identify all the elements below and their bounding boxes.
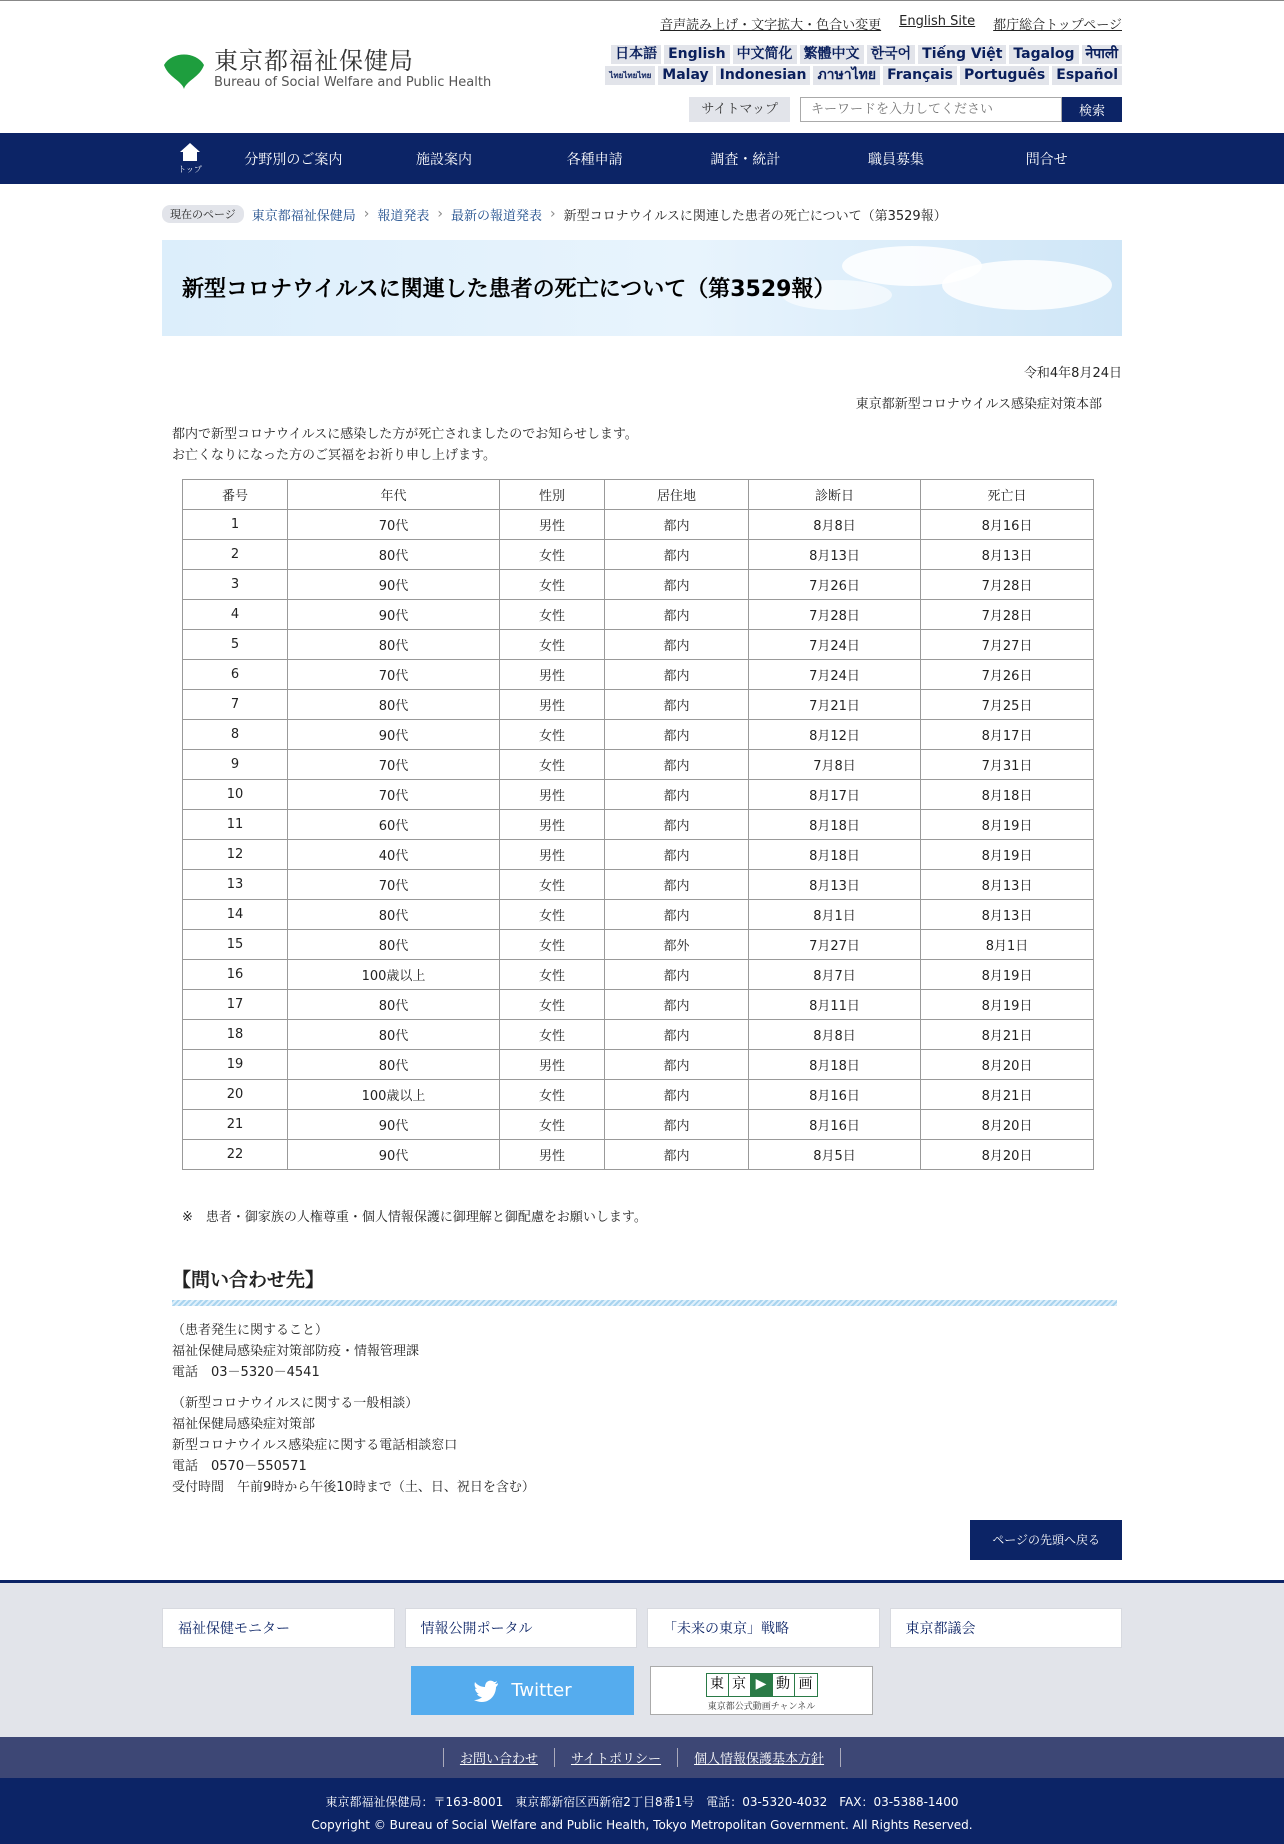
cell-death-date: 8月19日: [921, 840, 1094, 870]
utility-links: [660, 14, 1122, 33]
cell-diagnosis-date: 7月8日: [749, 750, 921, 780]
table-row: [183, 1050, 1094, 1080]
cell-residence: 都内: [605, 900, 749, 930]
page-top-button[interactable]: ページの先頭へ戻る: [970, 1520, 1122, 1560]
deaths-table: [182, 479, 1094, 1170]
cell-age: 60代: [288, 810, 500, 840]
cell-diagnosis-date: 8月16日: [749, 1080, 921, 1110]
cell-diagnosis-date: 8月11日: [749, 990, 921, 1020]
table-row: [183, 960, 1094, 990]
cell-death-date: 8月16日: [921, 510, 1094, 540]
table-row: [183, 630, 1094, 660]
cell-diagnosis-date: 8月1日: [749, 900, 921, 930]
main-content: [162, 362, 1122, 1547]
col-age: 年代: [288, 480, 500, 510]
tokyo-video-logo: [706, 1673, 818, 1697]
cell-residence: 都内: [605, 630, 749, 660]
language-switcher: [609, 45, 1122, 87]
cell-age: 90代: [288, 1110, 500, 1140]
table-row: [183, 930, 1094, 960]
banner-assembly[interactable]: 東京都議会: [890, 1608, 1123, 1648]
contact-heading: 【問い合わせ先】: [172, 1269, 325, 1291]
contact-line: 福祉保健局感染症対策部防疫・情報管理課: [172, 1344, 420, 1359]
sitemap-button[interactable]: サイトマップ: [689, 97, 790, 122]
footer-link-inquiry[interactable]: お問い合わせ: [443, 1748, 554, 1767]
table-row: [183, 1020, 1094, 1050]
cell-sex: 女性: [500, 750, 605, 780]
cell-residence: 都内: [605, 810, 749, 840]
table-row: [183, 600, 1094, 630]
cell-number: 13: [183, 870, 288, 900]
metro-top-link[interactable]: 都庁総合トップページ: [993, 18, 1122, 33]
cell-number: 3: [183, 570, 288, 600]
contact-info: [162, 1320, 1122, 1498]
cell-death-date: 8月19日: [921, 810, 1094, 840]
table-row: [183, 660, 1094, 690]
breadcrumb-current: 新型コロナウイルスに関連した患者の死亡について（第3529報）: [563, 208, 947, 224]
lang-en[interactable]: English: [664, 45, 729, 64]
cell-death-date: 8月18日: [921, 780, 1094, 810]
search-input[interactable]: [800, 97, 1062, 122]
twitter-button[interactable]: [411, 1666, 634, 1715]
release-date: 令和4年8月24日: [1023, 366, 1122, 381]
tv-logo-char: 動: [773, 1674, 795, 1696]
lang-zh-cn[interactable]: 中文简化: [733, 45, 797, 64]
cell-age: 100歳以上: [288, 960, 500, 990]
cloud-decoration: [942, 260, 1112, 310]
cell-number: 18: [183, 1020, 288, 1050]
col-sex: 性別: [500, 480, 605, 510]
cell-death-date: 8月13日: [921, 540, 1094, 570]
table-row: [183, 990, 1094, 1020]
cell-sex: 男性: [500, 690, 605, 720]
table-row: [183, 810, 1094, 840]
contact-line: 電話 03－5320－4541: [172, 1365, 320, 1380]
search-area: [689, 97, 1122, 122]
cell-death-date: 8月13日: [921, 870, 1094, 900]
cell-number: 16: [183, 960, 288, 990]
nav-item-statistics[interactable]: 調査・統計: [710, 151, 781, 168]
contact-line: 福祉保健局感染症対策部: [172, 1417, 316, 1432]
cell-residence: 都内: [605, 960, 749, 990]
cell-residence: 都内: [605, 780, 749, 810]
cell-age: 80代: [288, 630, 500, 660]
table-row: [183, 780, 1094, 810]
cell-death-date: 8月17日: [921, 720, 1094, 750]
cell-age: 70代: [288, 660, 500, 690]
cell-residence: 都内: [605, 870, 749, 900]
tokyo-video-subtitle: 東京都公式動画チャンネル: [707, 1702, 816, 1712]
cell-diagnosis-date: 8月7日: [749, 960, 921, 990]
cell-number: 20: [183, 1080, 288, 1110]
cell-residence: 都外: [605, 930, 749, 960]
cell-death-date: 8月13日: [921, 900, 1094, 930]
chevron-right-icon: ›: [550, 206, 556, 222]
cell-number: 15: [183, 930, 288, 960]
cell-age: 80代: [288, 1050, 500, 1080]
cell-death-date: 8月19日: [921, 990, 1094, 1020]
twitter-bird-icon: [473, 1680, 499, 1702]
breadcrumb: [162, 184, 1122, 230]
tv-logo-char: 画: [798, 1676, 813, 1692]
banner-welfare-monitor[interactable]: 福祉保健モニター: [162, 1608, 395, 1648]
tv-logo-char: 東: [707, 1674, 729, 1696]
cell-diagnosis-date: 8月8日: [749, 510, 921, 540]
table-row: [183, 690, 1094, 720]
cell-sex: 男性: [500, 1140, 605, 1170]
cell-residence: 都内: [605, 1140, 749, 1170]
cell-number: 14: [183, 900, 288, 930]
table-row: [183, 1110, 1094, 1140]
cell-residence: 都内: [605, 1020, 749, 1050]
table-row: [183, 750, 1094, 780]
table-row: [183, 570, 1094, 600]
table-row: [183, 720, 1094, 750]
site-header: [0, 1, 1284, 133]
cell-residence: 都内: [605, 660, 749, 690]
cell-diagnosis-date: 8月18日: [749, 810, 921, 840]
cell-age: 80代: [288, 900, 500, 930]
lang-ne[interactable]: नेपाली: [1082, 45, 1122, 64]
cell-residence: 都内: [605, 1110, 749, 1140]
cell-death-date: 7月28日: [921, 570, 1094, 600]
lang-unknown[interactable]: ไทยไทยไทย: [605, 66, 655, 85]
nav-item-facilities[interactable]: 施設案内: [416, 151, 472, 168]
cell-number: 19: [183, 1050, 288, 1080]
contact-line: 受付時間 午前9時から午後10時まで（土、日、祝日を含む）: [172, 1480, 535, 1495]
cell-age: 70代: [288, 750, 500, 780]
cell-death-date: 8月20日: [921, 1140, 1094, 1170]
cell-sex: 男性: [500, 510, 605, 540]
cell-number: 12: [183, 840, 288, 870]
lang-tl[interactable]: Tagalog: [1009, 45, 1078, 64]
cell-diagnosis-date: 8月13日: [749, 540, 921, 570]
cell-death-date: 7月25日: [921, 690, 1094, 720]
breadcrumb-link-press[interactable]: 報道発表: [377, 208, 430, 224]
cell-death-date: 8月20日: [921, 1050, 1094, 1080]
table-row: [183, 540, 1094, 570]
cell-number: 8: [183, 720, 288, 750]
cell-number: 7: [183, 690, 288, 720]
cell-diagnosis-date: 8月8日: [749, 1020, 921, 1050]
org-name: 東京都福祉保健局: [214, 47, 414, 75]
cell-age: 80代: [288, 930, 500, 960]
cell-number: 22: [183, 1140, 288, 1170]
cell-residence: 都内: [605, 1050, 749, 1080]
english-site-link[interactable]: English Site: [899, 14, 976, 29]
cell-sex: 女性: [500, 630, 605, 660]
intro-line: 都内で新型コロナウイルスに感染した方が死亡されましたのでお知らせします。: [172, 427, 638, 442]
nav-item-recruitment[interactable]: 職員募集: [868, 151, 925, 168]
cell-age: 100歳以上: [288, 1080, 500, 1110]
contact-line: （新型コロナウイルスに関する一般相談）: [172, 1396, 419, 1411]
cell-sex: 男性: [500, 1050, 605, 1080]
cell-number: 10: [183, 780, 288, 810]
cell-diagnosis-date: 7月28日: [749, 600, 921, 630]
cell-diagnosis-date: 8月17日: [749, 780, 921, 810]
cell-residence: 都内: [605, 840, 749, 870]
lang-th[interactable]: ภาษาไทย: [813, 66, 880, 85]
nav-item-contact[interactable]: 問合せ: [1025, 151, 1068, 168]
accessibility-link[interactable]: 音声読み上げ・文字拡大・色合い変更: [660, 18, 882, 33]
cell-death-date: 7月26日: [921, 660, 1094, 690]
lang-zh-tw[interactable]: 繁體中文: [800, 45, 864, 64]
table-row: [183, 840, 1094, 870]
breadcrumb-link-latest[interactable]: 最新の報道発表: [451, 208, 543, 224]
footer-address: 東京都福祉保健局：〒163-8001 東京都新宿区西新宿2丁目8番1号 電話：03-5320-4032 FAX：03-5388-1400: [325, 1795, 959, 1809]
cell-residence: 都内: [605, 720, 749, 750]
cell-death-date: 8月19日: [921, 960, 1094, 990]
footer-links: [0, 1737, 1284, 1778]
global-nav: [0, 133, 1284, 184]
cell-sex: 男性: [500, 840, 605, 870]
footer-bottom: [0, 1778, 1284, 1844]
cell-age: 80代: [288, 990, 500, 1020]
cell-sex: 女性: [500, 540, 605, 570]
cell-sex: 女性: [500, 960, 605, 990]
col-number: 番号: [183, 480, 288, 510]
cell-number: 6: [183, 660, 288, 690]
cell-sex: 女性: [500, 1080, 605, 1110]
cell-age: 90代: [288, 570, 500, 600]
chevron-right-icon: ›: [437, 206, 444, 222]
contact-line: 新型コロナウイルス感染症に関する電話相談窓口: [172, 1438, 458, 1453]
title-banner: [162, 240, 1122, 336]
cell-age: 90代: [288, 1140, 500, 1170]
cell-diagnosis-date: 8月12日: [749, 720, 921, 750]
footer-link-policy[interactable]: サイトポリシー: [554, 1748, 677, 1767]
cell-diagnosis-date: 8月16日: [749, 1110, 921, 1140]
cell-residence: 都内: [605, 600, 749, 630]
cell-residence: 都内: [605, 570, 749, 600]
col-diagnosis-date: 診断日: [749, 480, 921, 510]
table-row: [183, 870, 1094, 900]
cell-sex: 女性: [500, 900, 605, 930]
cell-death-date: 8月20日: [921, 1110, 1094, 1140]
cell-diagnosis-date: 8月5日: [749, 1140, 921, 1170]
lang-ko[interactable]: 한국어: [867, 45, 916, 64]
cell-residence: 都内: [605, 990, 749, 1020]
cell-diagnosis-date: 8月13日: [749, 870, 921, 900]
cell-diagnosis-date: 7月27日: [749, 930, 921, 960]
cell-sex: 男性: [500, 660, 605, 690]
cell-sex: 女性: [500, 930, 605, 960]
col-residence: 居住地: [605, 480, 749, 510]
heading-underline: [172, 1300, 1117, 1306]
table-row: [183, 510, 1094, 540]
footer-banners-area: [0, 1580, 1284, 1737]
cell-sex: 男性: [500, 810, 605, 840]
cell-number: 2: [183, 540, 288, 570]
cell-death-date: 8月1日: [921, 930, 1094, 960]
footer-link-privacy[interactable]: 個人情報保護基本方針: [677, 1748, 841, 1767]
cell-age: 80代: [288, 1020, 500, 1050]
cell-diagnosis-date: 7月24日: [749, 630, 921, 660]
cell-sex: 女性: [500, 870, 605, 900]
cell-age: 90代: [288, 720, 500, 750]
cell-sex: 女性: [500, 1110, 605, 1140]
cell-number: 17: [183, 990, 288, 1020]
breadcrumb-here-badge: 現在のページ: [162, 205, 244, 223]
privacy-note: ※ 患者・御家族の人権尊重・個人情報保護に御理解と御配慮をお願いします。: [182, 1210, 647, 1225]
cell-number: 5: [183, 630, 288, 660]
cell-age: 70代: [288, 510, 500, 540]
cell-death-date: 7月28日: [921, 600, 1094, 630]
cell-sex: 女性: [500, 990, 605, 1020]
breadcrumb-link-home[interactable]: 東京都福祉保健局: [251, 208, 356, 224]
lang-es[interactable]: Español: [1052, 66, 1122, 85]
col-death-date: 死亡日: [921, 480, 1094, 510]
cell-residence: 都内: [605, 510, 749, 540]
cell-sex: 女性: [500, 600, 605, 630]
intro-line: お亡くなりになった方のご冥福をお祈り申し上げます。: [172, 448, 496, 463]
cell-number: 1: [183, 510, 288, 540]
cell-age: 40代: [288, 840, 500, 870]
cell-death-date: 7月27日: [921, 630, 1094, 660]
tv-logo-char: 京: [729, 1674, 751, 1696]
lang-ms[interactable]: Malay: [658, 66, 712, 85]
cell-sex: 女性: [500, 1020, 605, 1050]
cell-death-date: 7月31日: [921, 750, 1094, 780]
cell-age: 80代: [288, 540, 500, 570]
table-body: [183, 510, 1094, 1170]
contact-line: 電話 0570－550571: [172, 1459, 307, 1474]
department: 東京都新型コロナウイルス感染症対策本部: [855, 397, 1102, 412]
org-name-en: Bureau of Social Welfare and Public Health: [214, 75, 492, 90]
lang-pt[interactable]: Português: [960, 66, 1049, 85]
cell-age: 80代: [288, 690, 500, 720]
page-title: 新型コロナウイルスに関連した患者の死亡について（第3529報）: [182, 277, 836, 302]
site-logo[interactable]: [162, 47, 491, 91]
ginkgo-logo-icon: [162, 47, 206, 91]
contact-line: （患者発生に関すること）: [172, 1323, 329, 1338]
cell-age: 70代: [288, 780, 500, 810]
table-header-row: [183, 480, 1094, 510]
table-row: [183, 900, 1094, 930]
cell-diagnosis-date: 7月26日: [749, 570, 921, 600]
cell-death-date: 8月21日: [921, 1020, 1094, 1050]
lang-id[interactable]: Indonesian: [716, 66, 811, 85]
twitter-label: Twitter: [511, 1680, 572, 1701]
cell-residence: 都内: [605, 540, 749, 570]
cell-residence: 都内: [605, 750, 749, 780]
nav-home-label: トップ: [178, 165, 202, 174]
lang-vi[interactable]: Tiếng Việt: [918, 45, 1006, 64]
nav-item-fields[interactable]: 分野別のご案内: [244, 151, 343, 168]
cell-sex: 女性: [500, 570, 605, 600]
lang-fr[interactable]: Français: [883, 66, 957, 85]
banner-info-portal[interactable]: 情報公開ポータル: [405, 1608, 638, 1648]
cell-diagnosis-date: 8月18日: [749, 840, 921, 870]
cell-age: 70代: [288, 870, 500, 900]
nav-item-applications[interactable]: 各種申請: [566, 151, 623, 168]
cell-sex: 女性: [500, 720, 605, 750]
cell-number: 9: [183, 750, 288, 780]
intro-text: [162, 424, 1122, 466]
table-row: [183, 1140, 1094, 1170]
play-icon: ▶: [751, 1674, 773, 1696]
banner-future-tokyo[interactable]: 「未来の東京」戦略: [647, 1608, 880, 1648]
table-row: [183, 1080, 1094, 1110]
cell-diagnosis-date: 8月18日: [749, 1050, 921, 1080]
search-button[interactable]: 検索: [1062, 97, 1122, 122]
cell-residence: 都内: [605, 690, 749, 720]
cell-age: 90代: [288, 600, 500, 630]
home-icon: [179, 142, 201, 162]
cell-sex: 男性: [500, 780, 605, 810]
lang-ja[interactable]: 日本語: [611, 45, 661, 64]
cell-diagnosis-date: 7月24日: [749, 660, 921, 690]
cell-number: 11: [183, 810, 288, 840]
footer-copyright: Copyright © Bureau of Social Welfare and Public Health, Tokyo Metropolitan Government. All Rights Reserved.: [311, 1818, 973, 1832]
nav-home[interactable]: [162, 142, 218, 175]
cell-residence: 都内: [605, 1080, 749, 1110]
cell-number: 21: [183, 1110, 288, 1140]
chevron-right-icon: ›: [363, 206, 370, 222]
cell-death-date: 8月21日: [921, 1080, 1094, 1110]
cell-number: 4: [183, 600, 288, 630]
tokyo-video-channel-button[interactable]: [650, 1666, 873, 1715]
cell-diagnosis-date: 7月21日: [749, 690, 921, 720]
